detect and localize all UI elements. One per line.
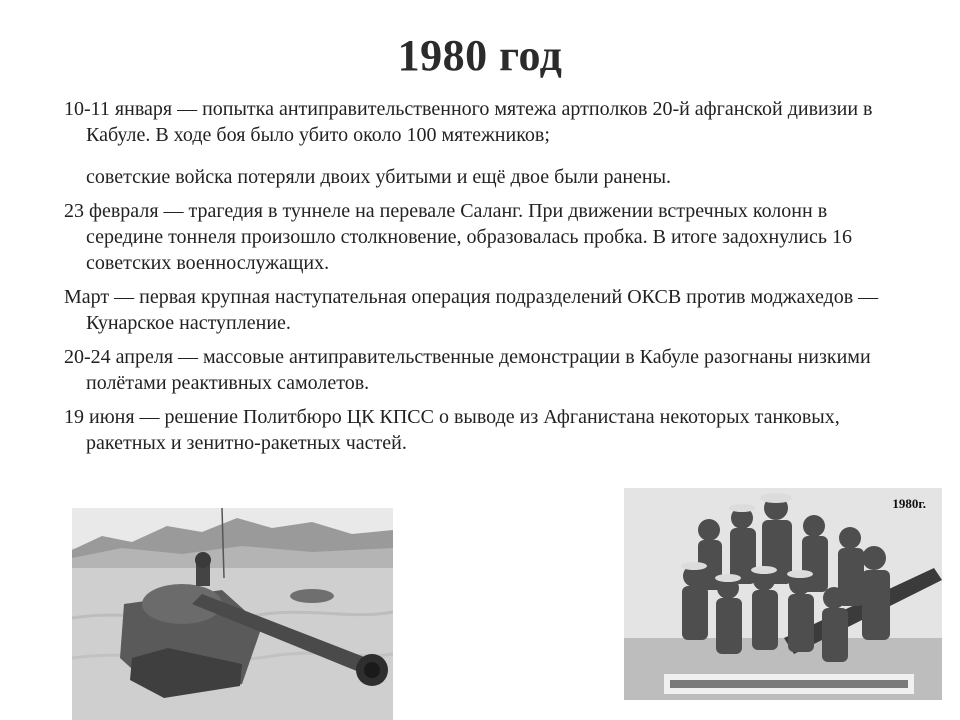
tank-photo	[72, 508, 393, 720]
entry-text: 10-11 января — попытка антиправительственного мятежа артполков 20-й афганской дивизии в Кабуле. В ходе боя было убито около 100 мятежников;	[64, 98, 873, 146]
entry-march: Март — первая крупная наступательная операция подразделений ОКСВ против моджахедов — Кунарское наступление.	[64, 286, 879, 334]
photo-caption: 1980г.	[892, 496, 926, 511]
tank-photo-image	[72, 508, 393, 720]
soldiers-photo	[624, 488, 942, 700]
entry-april: 20-24 апреля — массовые антиправительственные демонстрации в Кабуле разогнаны низкими полётами реактивных самолетов.	[64, 346, 871, 394]
entries-list	[64, 96, 904, 464]
entry-january	[64, 96, 904, 190]
soldiers-photo-image	[624, 488, 942, 700]
entry-june: 19 июня — решение Политбюро ЦК КПСС о выводе из Афганистана некоторых танковых, ракетных и зенитно-ракетных частей.	[64, 406, 840, 454]
slide-title: 1980 год	[397, 31, 563, 80]
entry-february: 23 февраля — трагедия в туннеле на перевале Саланг. При движении встречных колонн в середине тоннеля произошло столкновение, образовалась пробка. В итоге задохнулись 16 советских военнослужащих.	[64, 200, 852, 274]
entry-continuation: советские войска потеряли двоих убитыми и ещё двое были ранены.	[86, 166, 672, 188]
